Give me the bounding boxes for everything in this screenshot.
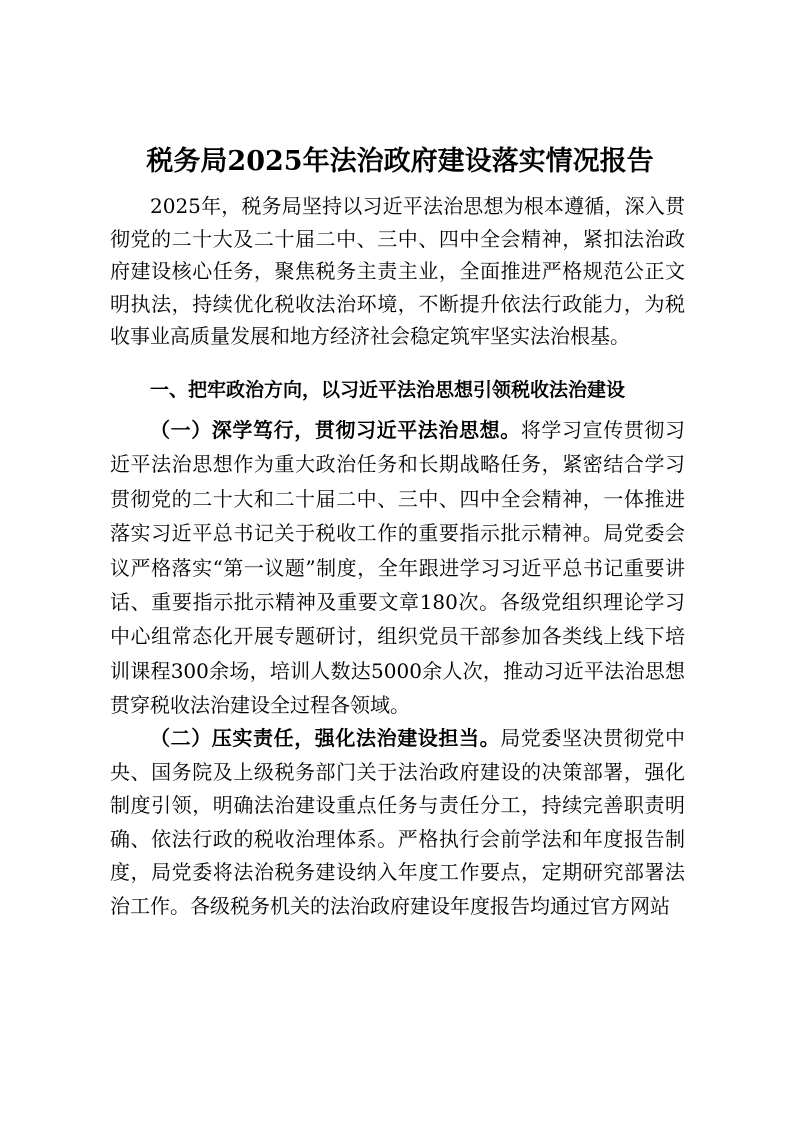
subsection-2-body: 局党委坚决贯彻党中央、国务院及上级税务部门关于法治政府建设的决策部署，强化制度引领，明确法治建设重点任务与责任分工，持续完善职责明确、依法行政的税收治理体系。严格执行会前学法和年度报告制度，局党委将法治税务建设纳入年度工作要点，定期研究部署法治工作。各级税务机关的法治政府建设年度报告均通过官方网站 — [110, 726, 686, 918]
subsection-2-text — [110, 722, 685, 923]
section-1-heading: 一、把牢政治方向，以习近平法治思想引领税收法治建设 — [150, 379, 626, 401]
document-title: 税务局2025年法治政府建设落实情况报告 — [146, 146, 654, 177]
subsection-2-paragraph — [110, 722, 685, 923]
intro-text: 2025年，税务局坚持以习近平法治思想为根本遵循，深入贯彻党的二十大及二十届二中、三中、四中全会精神，紧扣法治政府建设核心任务，聚焦税务主责主业，全面推进严格规范公正文明执法，持续优化税收法治环境，不断提升依法行政能力，为税收事业高质量发展和地方经济社会稳定筑牢坚实法治根基。 — [110, 194, 685, 349]
subsection-1-paragraph — [110, 413, 685, 723]
subsection-1-text — [110, 413, 685, 723]
intro-paragraph — [110, 190, 685, 353]
subsection-1-lead: （一）深学笃行，贯彻习近平法治思想。 — [150, 418, 521, 442]
subsection-1-body: 将学习宣传贯彻习近平法治思想作为重大政治任务和长期战略任务，紧密结合学习贯彻党的二十大和二十届二中、三中、四中全会精神，一体推进落实习近平总书记关于税收工作的重要指示批示精神。局党委会议严格落实“第一议题”制度，全年跟进学习习近平总书记重要讲话、重要指示批示精神及重要文章180次。各级党组织理论学习中心组常态化开展专题研讨，组织党员干部参加各类线上线下培训课程300余场，培训人数达5000余人次，推动习近平法治思想贯穿税收法治建设全过程各领域。 — [110, 418, 686, 718]
subsection-2-lead: （二）压实责任，强化法治建设担当。 — [150, 726, 501, 750]
